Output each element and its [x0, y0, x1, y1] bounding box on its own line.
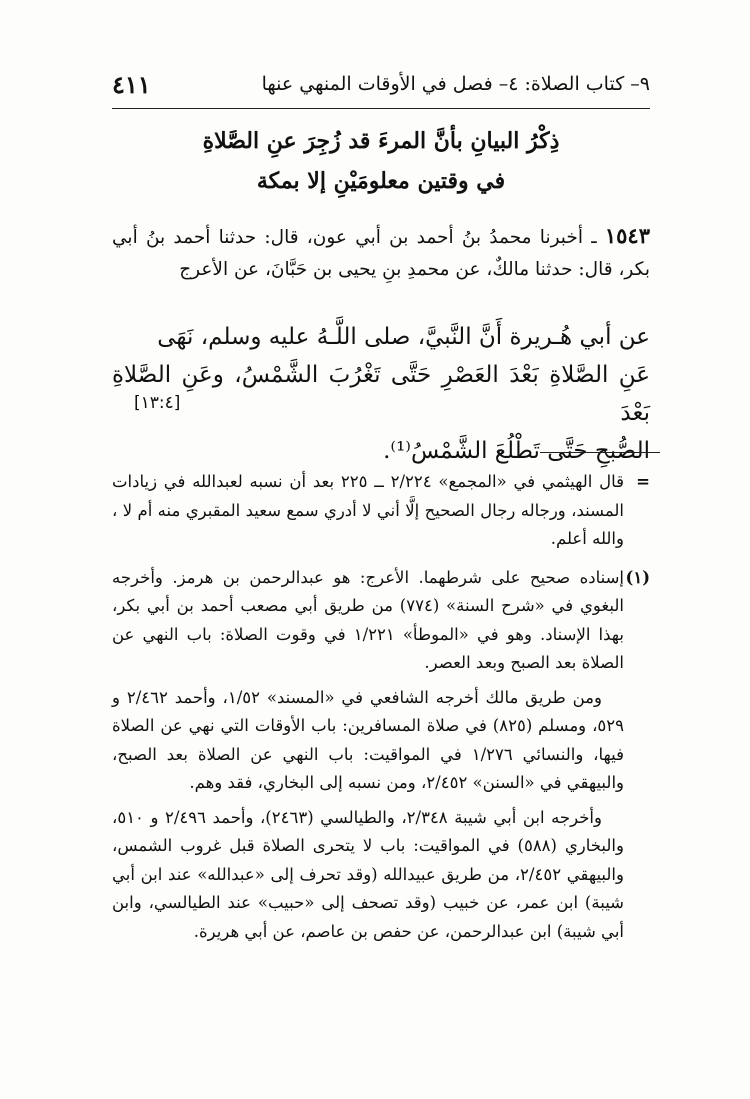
footnote-paragraph: إسناده صحيح على شرطهما. الأعرج: هو عبدالرحمن بن هرمز. وأخرجه البغوي في «شرح السنة» (٧٧٤) من طريق أبي مصعب أحمد بن أبي بكر، بهذا الإسناد. وهو في «الموطأ» ١/٢٢١ في وقوت الصلاة: باب النهي عن الصلاة بعد الصبح وبعد العصر. — [112, 567, 624, 672]
header-divider — [112, 108, 650, 109]
isnad-text: ـ أخبرنا محمدُ بنُ أحمد بن أبي عون، قال: حدثنا أحمد بنُ أبي بكر، قال: حدثنا مالكٌ، عن محمدِ بنِ يحيى بن حَبَّانَ، عن الأعرج — [112, 227, 650, 280]
footnotes — [112, 468, 650, 956]
footnote-divider — [540, 452, 660, 453]
matn-line: عن أبي هُـريرة أَنَّ النَّبيَّ، صلى اللَّـهُ عليه وسلم، نَهَى — [157, 324, 650, 350]
section-title-line-1: ذِكْرُ البيانِ بأنَّ المرءَ قد زُجِرَ عنِ الصَّلاةِ — [202, 128, 560, 154]
section-title-line-2: في وقتين معلومَيْنِ إلا بمكة — [256, 168, 506, 194]
footnote-1 — [112, 564, 650, 953]
matn-line: الصُّبحِ حَتَّى تَطْلُعَ الشَّمْسُ⁽¹⁾. — [383, 438, 650, 464]
hadith-number: ١٥٤٣ — [604, 223, 650, 248]
footnote-continuation — [112, 468, 650, 560]
hadith-isnad — [112, 220, 650, 286]
hadith-matn — [112, 318, 650, 470]
matn-line: عَنِ الصَّلاةِ بَعْدَ العَصْرِ حَتَّى تَغْرُبَ الشَّمْسُ، وعَنِ الصَّلاةِ بَعْدَ — [112, 362, 650, 426]
page-number: ٤١١ — [112, 69, 151, 99]
footnote-paragraph: قال الهيثمي في «المجمع» ٢/٢٢٤ ــ ٢٢٥ بعد أن نسبه لعبدالله في زيادات المسند، ورجاله رجال الصحيح إلَّا أني لا أدري سمع سعيد المقبري منه أم لا ، والله أعلم. — [112, 472, 624, 548]
page-header — [112, 66, 650, 102]
footnote-paragraph: وأخرجه ابن أبي شيبة ٢/٣٤٨، والطيالسي (٢٤٦٣)، وأحمد ٢/٤٩٦ و ٥١٠، والبخاري (٥٨٨) في المواقيت: باب لا يتحرى الصلاة قبل غروب الشمس، والبيهقي ٢/٤٥٢، من طريق عبيدالله (وقد تحرف إلى «عبدالله» عند ابن أبي شيبة) ابن عمر، عن خبيب (وقد تصحف إلى «حبيب» عند الطيالسي، وابن أبي شيبة) ابن عبدالرحمن، عن حفص بن عاصم، عن أبي هريرة. — [112, 807, 624, 941]
hadith-reference: [١٣:٤] — [134, 393, 181, 413]
footnote-paragraph: ومن طريق مالك أخرجه الشافعي في «المسند» ١/٥٢، وأحمد ٢/٤٦٢ و ٥٢٩، ومسلم (٨٢٥) في صلاة المسافرين: باب الأوقات التي نهي عن الصلاة فيها، والنسائي ١/٢٧٦ في المواقيت: باب النهي عن الصلاة بعد الصبح، والبيهقي في «السنن» ٢/٤٥٢، ومن نسبه إلى البخاري، فقد وهم. — [112, 687, 625, 792]
running-title: ٩– كتاب الصلاة: ٤– فصل في الأوقات المنهي عنها — [261, 73, 650, 95]
continuation-marker: = — [636, 472, 650, 491]
footnote-marker: (١) — [625, 567, 650, 587]
